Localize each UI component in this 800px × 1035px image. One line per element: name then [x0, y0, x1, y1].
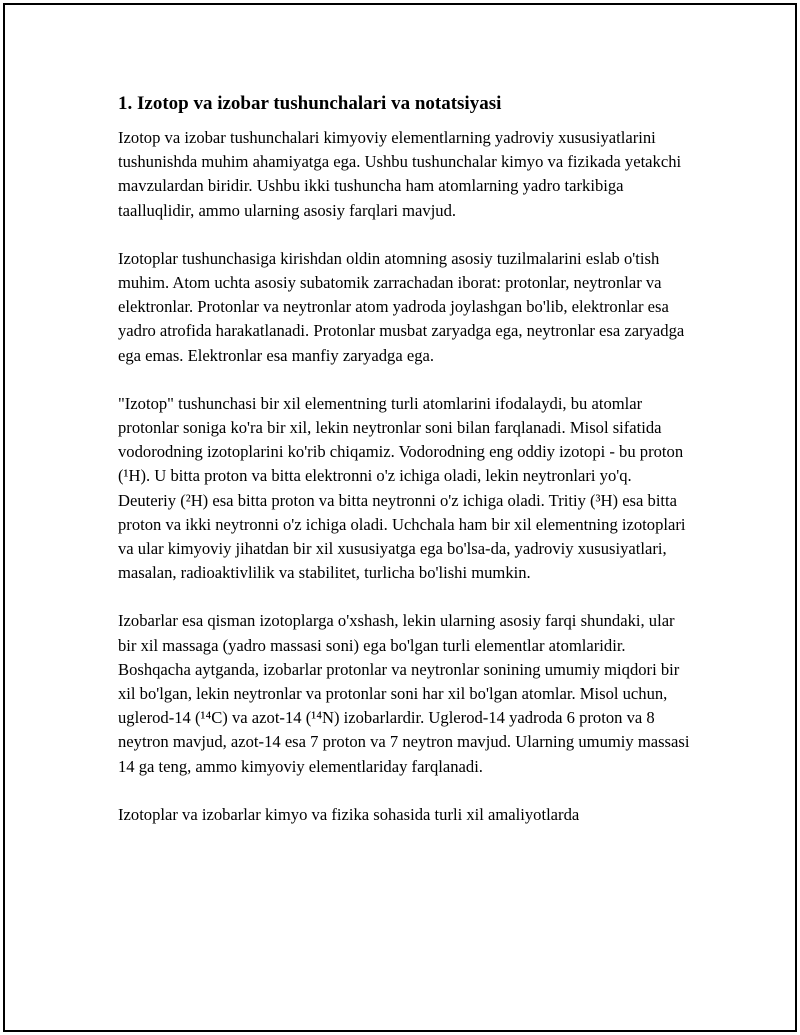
paragraph-applications: Izotoplar va izobarlar kimyo va fizika sohasida turli xil amaliyotlarda	[118, 804, 580, 824]
paragraph-isobar-definition: Izobarlar esa qisman izotoplarga o'xshash, lekin ularning asosiy farqi shundaki, ular bir xil massaga (yadro massasi soni) ega bo'lgan turli elementlar atomlaridir. Boshqacha aytganda, izobarlar protonlar va neytronlar sonining umumiy miqdori bir xil bo'lgan, lekin neytronlar va protonlar soni har xil bo'lgan atomlar. Misol uchun, uglerod-14 (¹⁴C) va azot-14 (¹⁴N) izobarlardir. Uglerod-14 yadroda 6 proton va 8 neytron mavjud, azot-14 esa 7 proton va 7 neytron mavjud. Ularning umumiy massasi 14 ga teng, ammo kimyoviy elementlariday farqlanadi.	[118, 611, 690, 776]
paragraph-atom-structure: Izotoplar tushunchasiga kirishdan oldin atomning asosiy tuzilmalarini eslab o'tish muhim. Atom uchta asosiy subatomik zarrachadan iborat: protonlar, neytronlar va elektronlar. Protonlar va neytronlar atom yadroda joylashgan bo'lib, elektronlar esa yadro atrofida harakatlanadi. Protonlar musbat zaryadga ega, neytronlar esa zaryadga ega emas. Elektronlar esa manfiy zaryadga ega.	[118, 248, 685, 365]
paragraph-isotope-definition: "Izotop" tushunchasi bir xil elementning turli atomlarini ifodalaydi, bu atomlar protonlar soniga ko'ra bir xil, lekin neytronlar soni bilan farqlanadi. Misol sifatida vodorodning izotoplarini ko'rib chiqamiz. Vodorodning eng oddiy izotopi - bu proton (¹H). U bitta proton va bitta elektronni o'z ichiga oladi, lekin neytronlari yo'q. Deuteriy (²H) esa bitta proton va bitta neytronni o'z ichiga oladi. Tritiy (³H) esa bitta proton va ikki neytronni o'z ichiga oladi. Uchchala ham bir xil elementning izotoplari va ular kimyoviy jihatdan bir xil xususiyatga ega bo'lsa-da, yadroviy xususiyatlari, masalan, radioaktivlilik va stabilitet, turlicha bo'lishi mumkin.	[118, 393, 686, 583]
paragraph-intro: Izotop va izobar tushunchalari kimyoviy elementlarning yadroviy xususiyatlarini tushunishda muhim ahamiyatga ega. Ushbu tushunchalar kimyo va fizikada yetakchi mavzulardan biridir. Ushbu ikki tushuncha ham atomlarning yadro tarkibiga taalluqlidir, ammo ularning asosiy farqlari mavjud.	[118, 128, 682, 220]
section-heading: 1. Izotop va izobar tushunchalari va notatsiyasi	[118, 93, 502, 114]
document-body	[118, 92, 693, 851]
